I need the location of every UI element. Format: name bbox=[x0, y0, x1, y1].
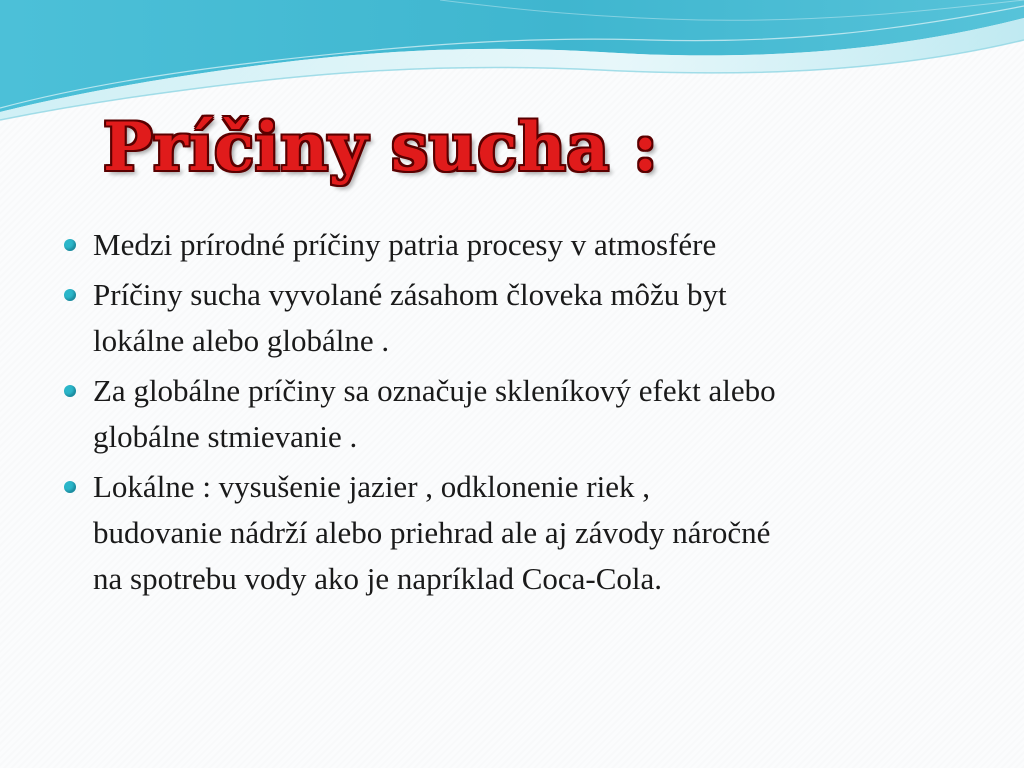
bullet-item bbox=[60, 368, 960, 460]
bullet-text-line: globálne stmievanie . bbox=[93, 419, 358, 454]
bullet-dot-icon bbox=[64, 481, 76, 493]
bullet-text-line: budovanie nádrží alebo priehrad ale aj závody náročné bbox=[93, 515, 771, 550]
bullet-text-line: Lokálne : vysušenie jazier , odklonenie riek , bbox=[93, 469, 650, 504]
bullet-text-line: lokálne alebo globálne . bbox=[93, 323, 390, 358]
bullet-item bbox=[60, 222, 960, 268]
bullet-text-line: Za globálne príčiny sa označuje skleníkový efekt alebo bbox=[93, 373, 776, 408]
bullet-text-line: Medzi prírodné príčiny patria procesy v atmosfére bbox=[93, 227, 717, 262]
slide-title: Príčiny sucha : bbox=[103, 108, 658, 186]
bullet-dot-icon bbox=[64, 239, 76, 251]
bullet-item bbox=[60, 272, 960, 364]
bullet-item bbox=[60, 464, 960, 602]
bullet-list bbox=[60, 222, 960, 606]
bullet-dot-icon bbox=[64, 385, 76, 397]
bullet-text-line: na spotrebu vody ako je napríklad Coca-Cola. bbox=[93, 561, 663, 596]
bullet-dot-icon bbox=[64, 289, 76, 301]
bullet-text-line: Príčiny sucha vyvolané zásahom človeka môžu byt bbox=[93, 277, 727, 312]
